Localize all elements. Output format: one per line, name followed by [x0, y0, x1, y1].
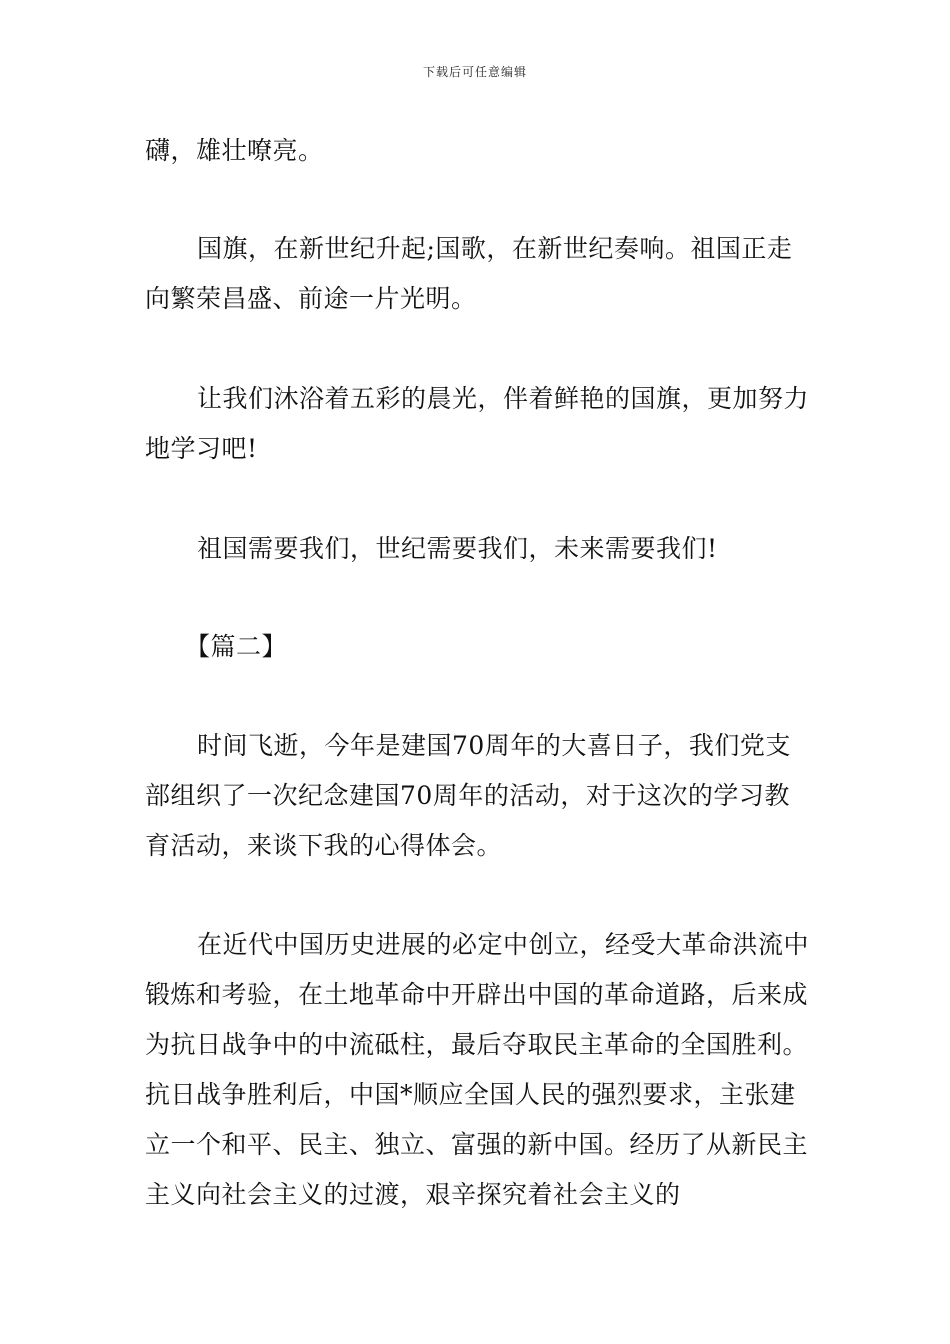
section-heading-text: 【篇二】: [185, 632, 288, 661]
paragraph-text: 让我们沐浴着五彩的晨光，伴着鲜艳的国旗，更加努力地学习吧!: [145, 384, 810, 463]
paragraph-continuation: [145, 126, 810, 176]
page-header: 下载后可任意编辑: [422, 65, 527, 79]
paragraph-text: 祖国需要我们，世纪需要我们，未来需要我们!: [197, 534, 718, 563]
paragraph-text: 时间飞逝，今年是建国70周年的大喜日子，我们党支部组织了一次纪念建国70周年的活动，对于这次的学习教育活动，来谈下我的心得体会。: [145, 731, 791, 860]
paragraph: [145, 920, 810, 1220]
paragraph: [145, 374, 810, 474]
paragraph-text: 礴，雄壮嘹亮。: [145, 136, 324, 165]
paragraph: [145, 721, 810, 871]
section-heading: [145, 622, 810, 672]
paragraph-text: 在近代中国历史进展的必定中创立，经受大革命洪流中锻炼和考验，在土地革命中开辟出中国的革命道路，后来成为抗日战争中的中流砥柱，最后夺取民主革命的全国胜利。抗日战争胜利后，中国*顺应全国人民的强烈要求，主张建立一个和平、民主、独立、富强的新中国。经历了从新民主主义向社会主义的过渡，艰辛探究着社会主义的: [145, 930, 810, 1209]
paragraph: [145, 524, 810, 574]
paragraph-text: 国旗，在新世纪升起;国歌，在新世纪奏响。祖国正走向繁荣昌盛、前途一片光明。: [145, 234, 793, 313]
paragraph: [145, 224, 810, 324]
